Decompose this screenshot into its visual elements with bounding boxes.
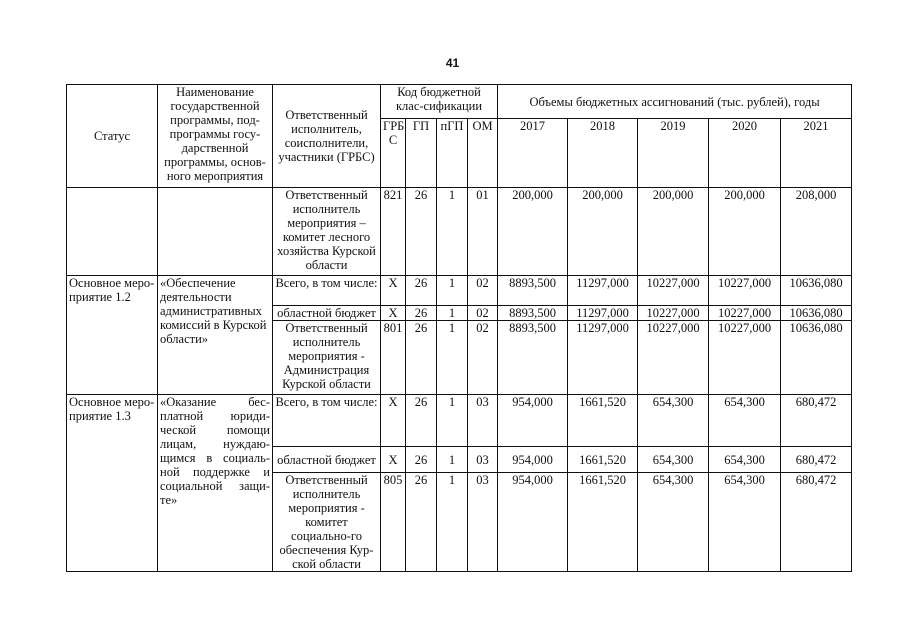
value-cell: 8893,500 xyxy=(498,276,568,306)
value-cell: 680,472 xyxy=(781,395,852,447)
value-cell: 954,000 xyxy=(498,395,568,447)
value-cell: 654,300 xyxy=(709,395,781,447)
code-cell: 1 xyxy=(437,395,468,447)
value-cell: 1661,520 xyxy=(568,447,638,473)
executor-cell: Ответственный исполнитель мероприятия - Администрация Курской области xyxy=(273,321,381,395)
name-cell: «Обеспечение деятельности административных комиссий в Курской области» xyxy=(158,276,273,395)
value-cell: 10636,080 xyxy=(781,306,852,321)
code-cell: 26 xyxy=(406,321,437,395)
code-cell: 821 xyxy=(381,188,406,276)
code-cell: 02 xyxy=(468,276,498,306)
value-cell: 654,300 xyxy=(638,473,709,572)
code-cell: 1 xyxy=(437,306,468,321)
code-cell: 01 xyxy=(468,188,498,276)
header-row xyxy=(67,85,852,119)
executor-cell: областной бюджет xyxy=(273,306,381,321)
executor-cell: областной бюджет xyxy=(273,447,381,473)
executor-cell: Всего, в том числе: xyxy=(273,276,381,306)
header-name: Наименование государственной программы, под-программы госу-дарственной программы, основ-ного мероприятия xyxy=(158,85,273,188)
table-row xyxy=(67,395,852,447)
code-cell: 1 xyxy=(437,473,468,572)
status-cell: Основное меро-приятие 1.2 xyxy=(67,276,158,395)
value-cell: 11297,000 xyxy=(568,321,638,395)
code-cell: 26 xyxy=(406,306,437,321)
value-cell: 10227,000 xyxy=(638,306,709,321)
value-cell: 200,000 xyxy=(568,188,638,276)
code-cell: 26 xyxy=(406,188,437,276)
value-cell: 10636,080 xyxy=(781,321,852,395)
executor-cell: Ответственный исполнитель мероприятия - комитет социально-го обеспечения Кур-ской области xyxy=(273,473,381,572)
header-volumes-group: Объемы бюджетных ассигнований (тыс. рублей), годы xyxy=(498,85,852,119)
value-cell: 680,472 xyxy=(781,447,852,473)
name-cell xyxy=(158,188,273,276)
code-cell: Х xyxy=(381,306,406,321)
value-cell: 654,300 xyxy=(709,447,781,473)
code-cell: Х xyxy=(381,276,406,306)
code-cell: 801 xyxy=(381,321,406,395)
value-cell: 654,300 xyxy=(709,473,781,572)
code-cell: 26 xyxy=(406,395,437,447)
value-cell: 8893,500 xyxy=(498,321,568,395)
value-cell: 654,300 xyxy=(638,447,709,473)
value-cell: 680,472 xyxy=(781,473,852,572)
value-cell: 200,000 xyxy=(709,188,781,276)
code-cell: Х xyxy=(381,395,406,447)
code-cell: 1 xyxy=(437,276,468,306)
value-cell: 10227,000 xyxy=(709,276,781,306)
value-cell: 11297,000 xyxy=(568,306,638,321)
value-cell: 200,000 xyxy=(498,188,568,276)
code-cell: 02 xyxy=(468,306,498,321)
status-cell xyxy=(67,188,158,276)
name-cell: «Оказание бес-платной юриди-ческой помощи лицам, нуждаю-щимся в социаль-ной поддержке и социальной защи-те» xyxy=(158,395,273,572)
executor-cell: Всего, в том числе: xyxy=(273,395,381,447)
code-cell: 03 xyxy=(468,447,498,473)
code-cell: 03 xyxy=(468,395,498,447)
header-code-col: ГП xyxy=(406,119,437,188)
value-cell: 8893,500 xyxy=(498,306,568,321)
header-code-col: пГП xyxy=(437,119,468,188)
code-cell: 02 xyxy=(468,321,498,395)
value-cell: 10227,000 xyxy=(638,321,709,395)
code-cell: 805 xyxy=(381,473,406,572)
value-cell: 1661,520 xyxy=(568,473,638,572)
header-year: 2019 xyxy=(638,119,709,188)
budget-table xyxy=(66,84,852,572)
header-executor: Ответственный исполнитель, соисполнители, участники (ГРБС) xyxy=(273,85,381,188)
code-cell: Х xyxy=(381,447,406,473)
code-cell: 1 xyxy=(437,321,468,395)
code-cell: 26 xyxy=(406,276,437,306)
header-year: 2017 xyxy=(498,119,568,188)
value-cell: 11297,000 xyxy=(568,276,638,306)
value-cell: 654,300 xyxy=(638,395,709,447)
code-cell: 26 xyxy=(406,473,437,572)
code-cell: 1 xyxy=(437,447,468,473)
code-cell: 03 xyxy=(468,473,498,572)
table-row xyxy=(67,188,852,276)
table-row xyxy=(67,276,852,306)
page-number: 41 xyxy=(445,56,460,70)
header-year: 2020 xyxy=(709,119,781,188)
value-cell: 10227,000 xyxy=(709,306,781,321)
status-cell: Основное меро-приятие 1.3 xyxy=(67,395,158,572)
value-cell: 10636,080 xyxy=(781,276,852,306)
header-code-col: ГРБ С xyxy=(381,119,406,188)
value-cell: 954,000 xyxy=(498,447,568,473)
value-cell: 954,000 xyxy=(498,473,568,572)
header-code-col: ОМ xyxy=(468,119,498,188)
code-cell: 26 xyxy=(406,447,437,473)
header-status: Статус xyxy=(67,85,158,188)
header-year: 2021 xyxy=(781,119,852,188)
value-cell: 200,000 xyxy=(638,188,709,276)
code-cell: 1 xyxy=(437,188,468,276)
value-cell: 10227,000 xyxy=(638,276,709,306)
header-year: 2018 xyxy=(568,119,638,188)
executor-cell: Ответственный исполнитель мероприятия – комитет лесного хозяйства Курской области xyxy=(273,188,381,276)
value-cell: 1661,520 xyxy=(568,395,638,447)
value-cell: 208,000 xyxy=(781,188,852,276)
header-code-group: Код бюджетной клас-сификации xyxy=(381,85,498,119)
value-cell: 10227,000 xyxy=(709,321,781,395)
